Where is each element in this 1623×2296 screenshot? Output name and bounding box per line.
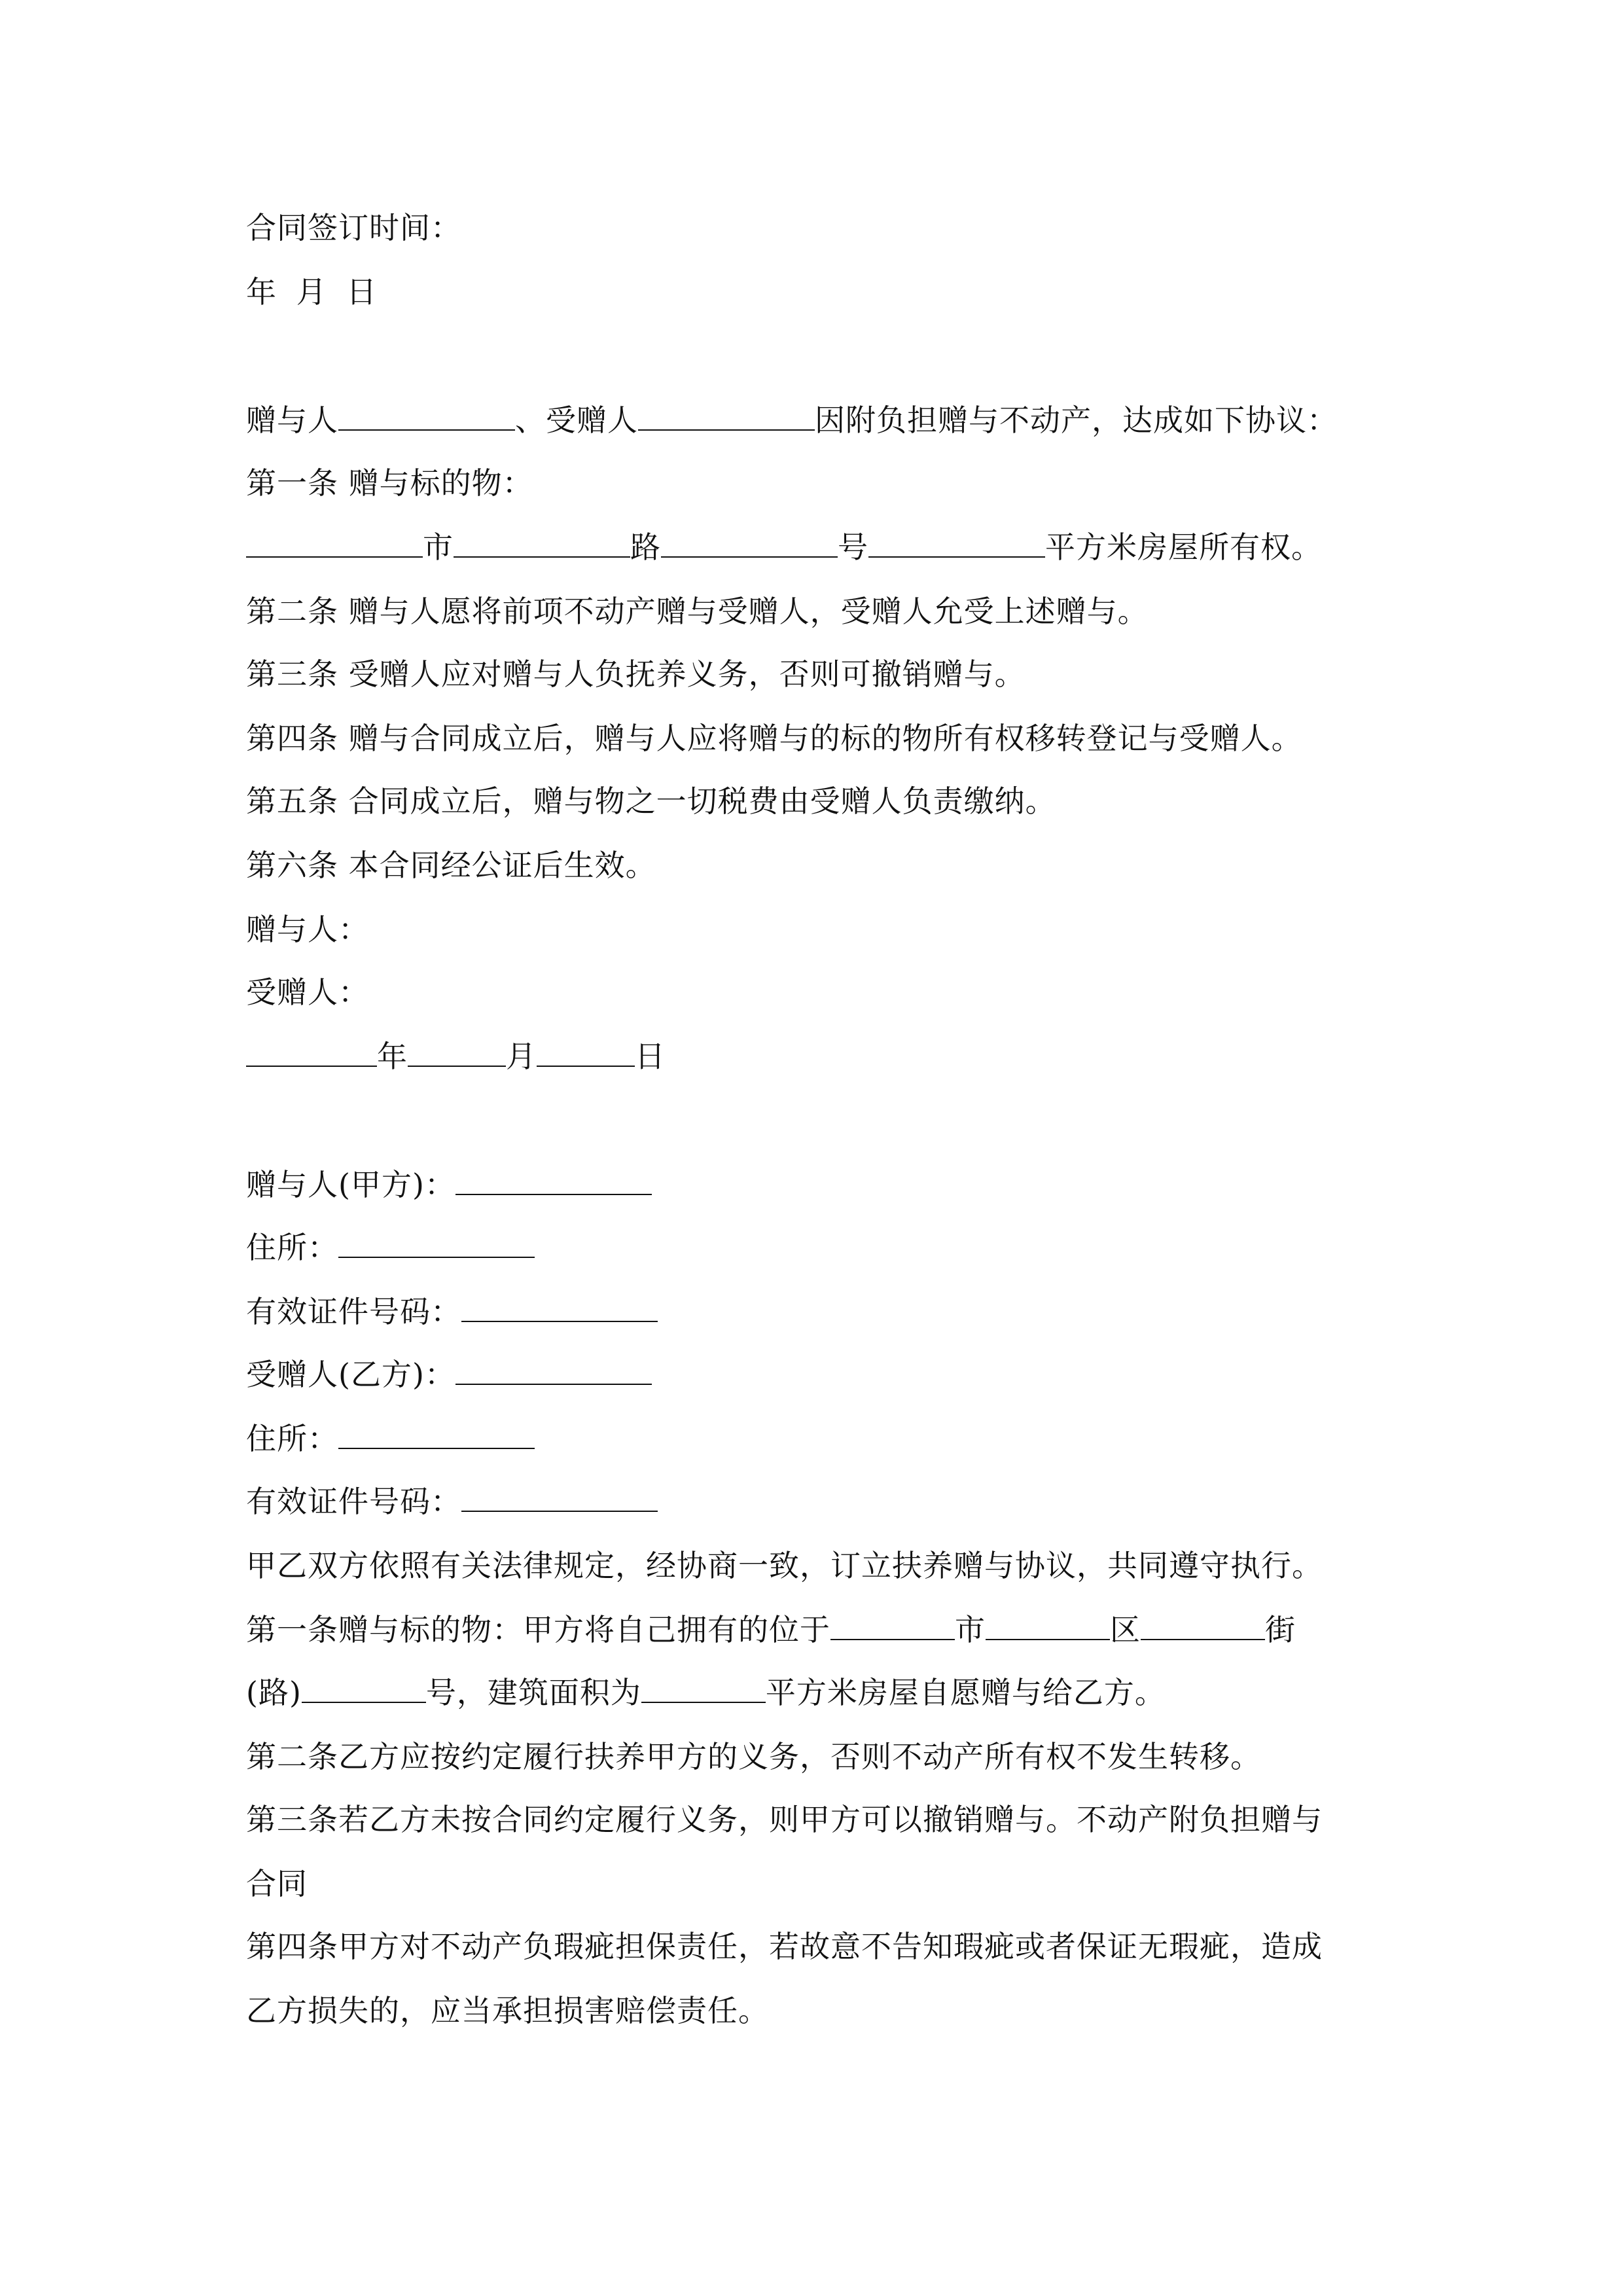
id-a-label: 有效证件号码： — [246, 1294, 461, 1329]
address-a-blank[interactable] — [338, 1228, 535, 1258]
id-b-label: 有效证件号码： — [246, 1484, 461, 1519]
id-a-blank[interactable] — [461, 1292, 658, 1322]
year-label: 年 — [377, 1039, 408, 1074]
donee-blank[interactable] — [638, 401, 815, 431]
party-b-label: 受赠人(乙方)： — [246, 1357, 455, 1392]
party-b-line — [246, 1355, 652, 1394]
day-blank[interactable] — [537, 1037, 635, 1067]
city-blank[interactable] — [246, 528, 423, 558]
sign-date: 年 月 日 — [246, 274, 378, 310]
c2-city-label: 市 — [955, 1612, 986, 1647]
c2-district-blank[interactable] — [986, 1610, 1110, 1640]
donor-blank[interactable] — [338, 401, 515, 431]
address-a-label: 住所： — [246, 1230, 338, 1265]
party-a-blank[interactable] — [455, 1165, 652, 1195]
road-blank[interactable] — [454, 528, 630, 558]
contract2-article-3-line2: 合同 — [246, 1866, 308, 1901]
intro-donee-label: 、受赠人 — [515, 403, 638, 438]
contract2-preamble: 甲乙双方依照有关法律规定，经协商一致，订立扶养赠与协议，共同遵守执行。 — [246, 1548, 1323, 1583]
day-label: 日 — [635, 1039, 666, 1074]
contract1-article-4: 第四条 赠与合同成立后，赠与人应将赠与的标的物所有权移转登记与受赠人。 — [246, 721, 1302, 756]
contract1-intro — [246, 401, 1338, 440]
address-b-blank[interactable] — [338, 1419, 535, 1449]
property-tail: 平方米房屋所有权。 — [1045, 529, 1322, 565]
c2-city-blank[interactable] — [830, 1610, 955, 1640]
donor-signature-label: 赠与人： — [246, 912, 369, 947]
year-blank[interactable] — [246, 1037, 377, 1067]
article-1-lead: 第一条赠与标的物：甲方将自己拥有的位于 — [246, 1612, 830, 1647]
id-b-line — [246, 1482, 658, 1521]
c2-street-label: 街 — [1265, 1612, 1296, 1647]
contract2-article-3-line1: 第三条若乙方未按合同约定履行义务，则甲方可以撤销赠与。不动产附负担赠与 — [246, 1802, 1323, 1837]
c2-road-label: (路) — [246, 1675, 302, 1710]
number-blank[interactable] — [661, 528, 838, 558]
contract1-article-6: 第六条 本合同经公证后生效。 — [246, 848, 656, 883]
address-b-label: 住所： — [246, 1421, 338, 1456]
contract2-article-2: 第二条乙方应按约定履行扶养甲方的义务，否则不动产所有权不发生转移。 — [246, 1739, 1261, 1774]
number-label: 号 — [838, 529, 868, 565]
donee-signature-label: 受赠人： — [246, 975, 369, 1010]
c2-road-blank[interactable] — [302, 1673, 426, 1703]
area-blank[interactable] — [868, 528, 1045, 558]
month-label: 月 — [506, 1039, 537, 1074]
party-a-line — [246, 1165, 652, 1204]
contract1-article-5: 第五条 合同成立后，赠与物之一切税费由受赠人负责缴纳。 — [246, 783, 1056, 819]
c2-area-blank[interactable] — [641, 1673, 766, 1703]
contract2-article-4-line2: 乙方损失的，应当承担损害赔偿责任。 — [246, 1993, 769, 2028]
address-a-line — [246, 1228, 535, 1267]
id-b-blank[interactable] — [461, 1482, 658, 1512]
contract1-article-3: 第三条 受赠人应对赠与人负抚养义务，否则可撤销赠与。 — [246, 656, 1026, 692]
intro-tail: 因附负担赠与不动产，达成如下协议： — [815, 403, 1338, 438]
contract1-article-1-title: 第一条 赠与标的物： — [246, 465, 533, 501]
address-b-line — [246, 1419, 535, 1458]
c2-article-1-tail: 平方米房屋自愿赠与给乙方。 — [765, 1675, 1166, 1710]
contract2-article-1-line2 — [246, 1673, 1166, 1712]
party-a-label: 赠与人(甲方)： — [246, 1167, 455, 1202]
road-label: 路 — [630, 529, 661, 565]
id-a-line — [246, 1292, 658, 1331]
contract2-article-4-line1: 第四条甲方对不动产负瑕疵担保责任，若故意不告知瑕疵或者保证无瑕疵，造成 — [246, 1929, 1323, 1964]
c2-street-blank[interactable] — [1141, 1610, 1265, 1640]
intro-donor-label: 赠与人 — [246, 403, 338, 438]
c2-district-label: 区 — [1110, 1612, 1141, 1647]
sign-time-label: 合同签订时间： — [246, 210, 461, 245]
contract1-property-line — [246, 528, 1322, 567]
party-b-blank[interactable] — [455, 1355, 652, 1385]
c2-number-area-label: 号，建筑面积为 — [425, 1675, 641, 1710]
contract1-date-line — [246, 1037, 666, 1076]
contract1-article-2: 第二条 赠与人愿将前项不动产赠与受赠人，受赠人允受上述赠与。 — [246, 594, 1149, 629]
month-blank[interactable] — [408, 1037, 506, 1067]
city-label: 市 — [423, 529, 454, 565]
contract2-article-1-line1 — [246, 1610, 1296, 1649]
